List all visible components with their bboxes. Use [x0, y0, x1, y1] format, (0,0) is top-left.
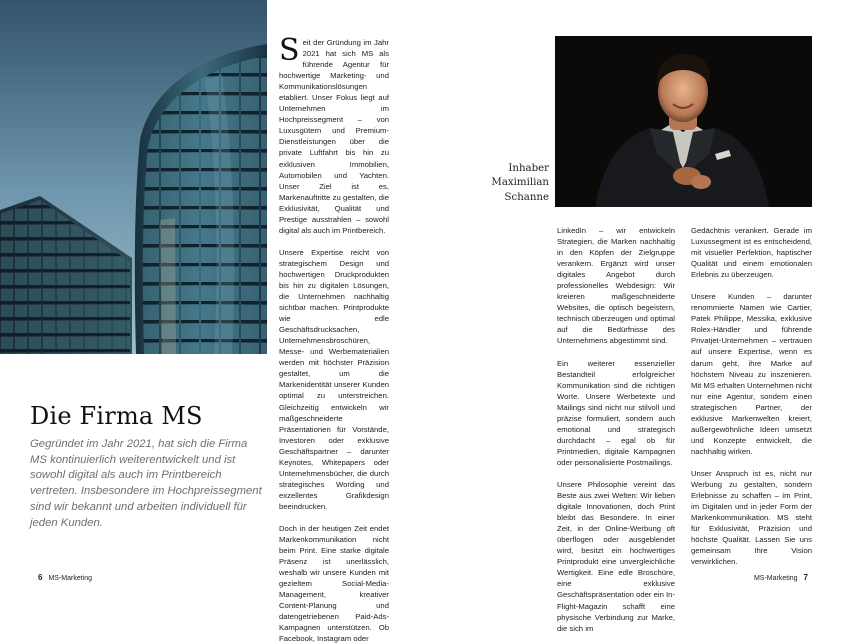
intro-text: eit der Gründung im Jahr 2021 hat sich MS als führende Agentur für hochwertige Marketing- und Kommunikationslösungen etabliert. Unser Fokus liegt auf Unternehmen im Hochpreissegment – von Luxusgütern und Premium-Dienstleistungen über die private Luftfahrt bis hin zu exklusiven Immobilien, Automobilen und Yachten. Unser Ziel ist es, Markenauftritte zu gestalten, die Exklusivität, Qualität und Prestige ausstrahlen – sowohl digital als auch im Printbereich.	[279, 38, 389, 235]
page-title: Die Firma MS	[30, 402, 203, 430]
page-number: 7	[803, 573, 808, 582]
right-page	[424, 0, 848, 633]
running-title: MS-Marketing	[48, 575, 93, 582]
lead-paragraph: Gegründet im Jahr 2021, hat sich die Firma MS kontinuierlich weiterentwickelt und ist sowohl digital als auch im Printbereich vertreten. Insbesondere im Hochpreissegment sind wir bekannt und arbeiten individuell für jeden Kunden.	[30, 438, 262, 529]
intro-paragraph	[279, 33, 389, 236]
page-footer-right	[754, 573, 808, 582]
portrait-caption: Inhaber Maximilian Schanne	[491, 163, 549, 203]
body-column-left	[279, 33, 389, 644]
expertise-paragraph: Unsere Expertise reicht von strategischem Design und hochwertigen Druckprodukten bis hin zu digitalen Lösungen, die Unternehmen nachhaltig sichtbar machen. Printprodukte wie edle Geschäftsdrucksachen, Unternehmensbroschüren, Messe- und Werbematerialien werden mit höchster Präzision gestaltet, um die Markenidentität unserer Kunden optimal zu unterstreichen. Gleichzeitig entwickeln wir maßgeschneiderte Präsentationen für Vorstände, Investoren oder exklusive Geschäftspartner – darunter Keynotes, Whitepapers oder Unternehmensbücher, die durch strategisches Wording und exzellentes Grafikdesign beeindrucken.	[279, 247, 389, 511]
philosophy-paragraph: Unsere Philosophie vereint das Beste aus zwei Welten: Wir lieben digitale Innovationen, doch Print bleibt das Besondere. In einer Zeit, in der Online-Werbung oft überflogen oder ausgeblendet wird, besitzt ein hochwertiges Printprodukt eine unvergleichliche Wertigkeit. Eine edle Broschüre, eine exklusive Geschäftspräsentation oder ein In-Flight-Magazin schafft eine physische Verbindung zur Marke, die sich im	[557, 479, 675, 633]
clients-paragraph: Unsere Kunden – darunter renommierte Namen wie Cartier, Patek Philippe, Messika, exklusive Rolex-Händler und führende Privatjet-Unternehmen – vertrauen auf unsere Expertise, wenn es darum geht, ihre Marke auf höchstem Niveau zu inszenieren. Mit MS erhalten Unternehmen nicht nur eine Agentur, sondern einen strategischen Partner, der exklusive Markenwelten kreiert, außergewöhnliche Ideen umsetzt und Konzepte entwickelt, die nachhaltig wirken.	[691, 292, 812, 456]
page-footer-left	[38, 573, 92, 582]
running-title: MS-Marketing	[753, 575, 798, 582]
luxury-paragraph: Gedächtnis verankert. Gerade im Luxussegment ist es entscheidend, mit visueller Perfektion, haptischer Qualität und einem emotionalen Erlebnis zu überzeugen.	[691, 226, 812, 280]
owner-portrait-photo	[555, 36, 812, 207]
body-column-right-2	[691, 225, 812, 567]
page-number: 6	[38, 573, 43, 582]
copywriting-paragraph: Ein weiterer essenzieller Bestandteil erfolgreicher Kommunikation sind die richtigen Worte. Unsere Werbetexte und Mailings sind nicht nur stilvoll und präzise formuliert, sondern auch emotional und strategisch durchdacht – egal ob für Printmedien, digitale Kampagnen oder personalisierte Postmailings.	[557, 358, 675, 467]
digital-paragraph: Doch in der heutigen Zeit endet Markenkommunikation nicht beim Print. Eine starke digitale Präsenz ist unerlässlich, weshalb wir unsere Kunden mit gezieltem Social-Media-Management, kreativer Content-Planung und datengetriebenen Paid-Ads-Kampagnen unterstützen. Ob Facebook, Instagram oder	[279, 523, 389, 644]
claim-paragraph: Unser Anspruch ist es, nicht nur Werbung zu gestalten, sondern Erlebnisse zu schaffen – im Print, im Digitalen und in jeder Form der Markenkommunikation. MS steht für Exklusivität, Präzision und höchste Qualität. Lassen Sie uns gemeinsam Ihre Vision verwirklichen.	[691, 468, 812, 567]
body-column-right-1	[557, 225, 675, 634]
webdesign-paragraph: LinkedIn – wir entwickeln Strategien, die Marken nachhaltig in den Köpfen der Zielgruppe verankern. Ergänzt wird unser digitales Angebot durch professionelles Webdesign: Wir kreieren maßgeschneiderte Websites, die optisch begeistern, technisch überzeugen und optimal auf die Bedürfnisse des Unternehmens abgestimmt sind.	[557, 226, 675, 346]
drop-cap: S	[279, 33, 300, 68]
office-buildings-photo	[0, 0, 267, 354]
